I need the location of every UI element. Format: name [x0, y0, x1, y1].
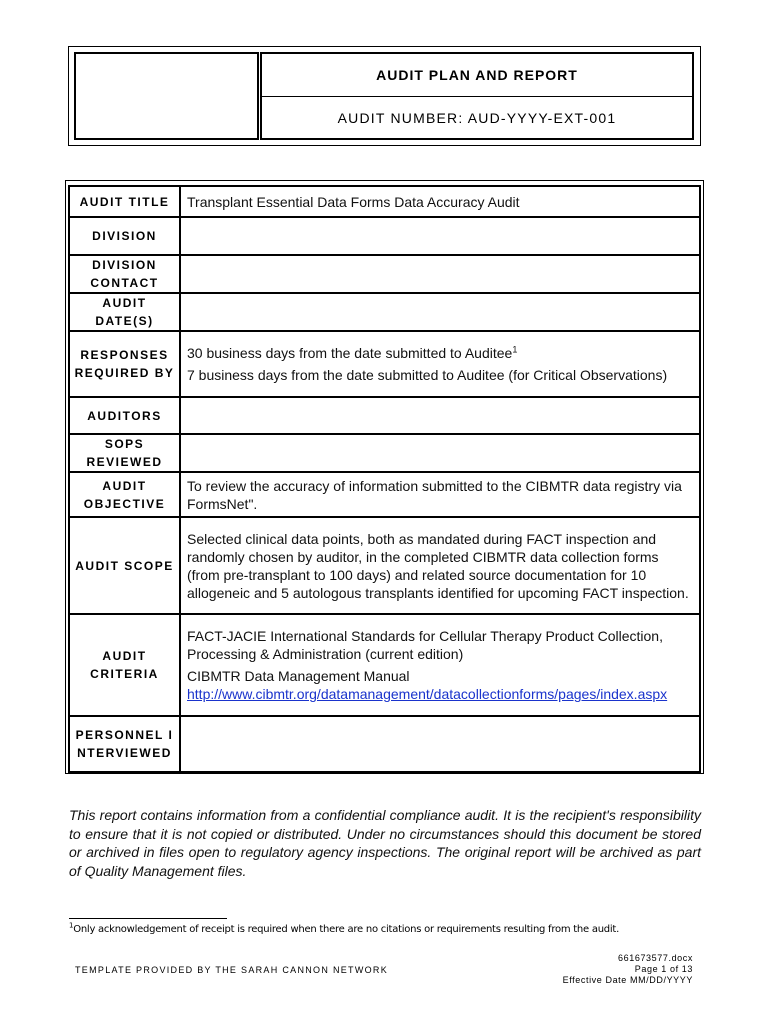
confidentiality-disclaimer: This report contains information from a confidential compliance audit. It is the recipient's responsibility to ensure that it is not copied or distributed. Under no circumstances should this document be stored or archived in files open to regulatory agency inspections. The original report will be archived as part of Quality Management files.	[69, 807, 701, 879]
header-title-block	[260, 52, 694, 140]
division-contact-label: DIVISION CONTACT	[69, 255, 180, 293]
footer-effective-date: Effective Date MM/DD/YYYY	[562, 975, 693, 985]
scope-value: Selected clinical data points, both as mandated during FACT inspection and randomly chosen by auditor, in the completed CIBMTR data collection forms (from pre-transplant to 100 days) and related source documentation for 10 allogeneic and 5 autologous transplants identified for upcoming FACT inspection.	[180, 517, 700, 614]
auditors-label: AUDITORS	[69, 397, 180, 434]
footer-page-number: Page 1 of 13	[634, 964, 693, 974]
row-auditors	[69, 397, 700, 434]
header-box	[68, 46, 701, 146]
audit-details-table-frame	[65, 180, 704, 774]
criteria-link[interactable]: http://www.cibmtr.org/datamanagement/datacollectionforms/pages/index.aspx	[187, 686, 668, 702]
row-personnel-interviewed	[69, 716, 700, 772]
sops-label: SOPS REVIEWED	[69, 434, 180, 472]
logo-placeholder	[74, 52, 259, 140]
responses-line-2: 7 business days from the date submitted to Auditee (for Critical Observations)	[187, 367, 668, 383]
audit-details-table	[68, 185, 701, 773]
division-contact-value	[180, 255, 700, 293]
footer-filename: 661673577.docx	[618, 953, 693, 963]
division-value	[180, 217, 700, 255]
criteria-value	[180, 614, 700, 716]
row-division	[69, 217, 700, 255]
row-audit-scope	[69, 517, 700, 614]
criteria-line-2: CIBMTR Data Management Manual	[187, 668, 410, 684]
sops-value	[180, 434, 700, 472]
objective-label: AUDIT OBJECTIVE	[69, 472, 180, 517]
footnote-marker: 1	[69, 921, 74, 930]
document-title: AUDIT PLAN AND REPORT	[262, 54, 692, 97]
auditors-value	[180, 397, 700, 434]
row-audit-criteria	[69, 614, 700, 716]
objective-value: To review the accuracy of information submitted to the CIBMTR data registry via FormsNet".	[180, 472, 700, 517]
personnel-label: PERSONNEL INTERVIEWED	[69, 716, 180, 772]
row-audit-dates	[69, 293, 700, 331]
footer-template-credit: TEMPLATE PROVIDED BY THE SARAH CANNON NETWORK	[75, 965, 389, 975]
responses-value	[180, 331, 700, 397]
row-responses-required	[69, 331, 700, 397]
audit-dates-label: AUDIT DATE(S)	[69, 293, 180, 331]
footer-doc-info	[563, 953, 693, 986]
personnel-value	[180, 716, 700, 772]
criteria-label: AUDIT CRITERIA	[69, 614, 180, 716]
row-division-contact	[69, 255, 700, 293]
audit-dates-value	[180, 293, 700, 331]
audit-title-value: Transplant Essential Data Forms Data Accuracy Audit	[180, 186, 700, 217]
footnote	[69, 921, 620, 935]
footnote-text: Only acknowledgement of receipt is required when there are no citations or requirements resulting from the audit.	[73, 924, 620, 935]
footnote-divider	[69, 918, 227, 919]
audit-number: AUDIT NUMBER: AUD-YYYY-EXT-001	[337, 109, 617, 126]
division-label: DIVISION	[69, 217, 180, 255]
footnote-ref[interactable]: 1	[512, 344, 518, 355]
responses-line-1: 30 business days from the date submitted to Auditee	[187, 345, 513, 361]
row-audit-title	[69, 186, 700, 217]
scope-label: AUDIT SCOPE	[69, 517, 180, 614]
row-sops-reviewed	[69, 434, 700, 472]
audit-title-label: AUDIT TITLE	[69, 186, 180, 217]
row-audit-objective	[69, 472, 700, 517]
criteria-line-1: FACT-JACIE International Standards for Cellular Therapy Product Collection, Processing & Administration (current edition)	[187, 628, 663, 662]
responses-label: RESPONSES REQUIRED BY	[69, 331, 180, 397]
